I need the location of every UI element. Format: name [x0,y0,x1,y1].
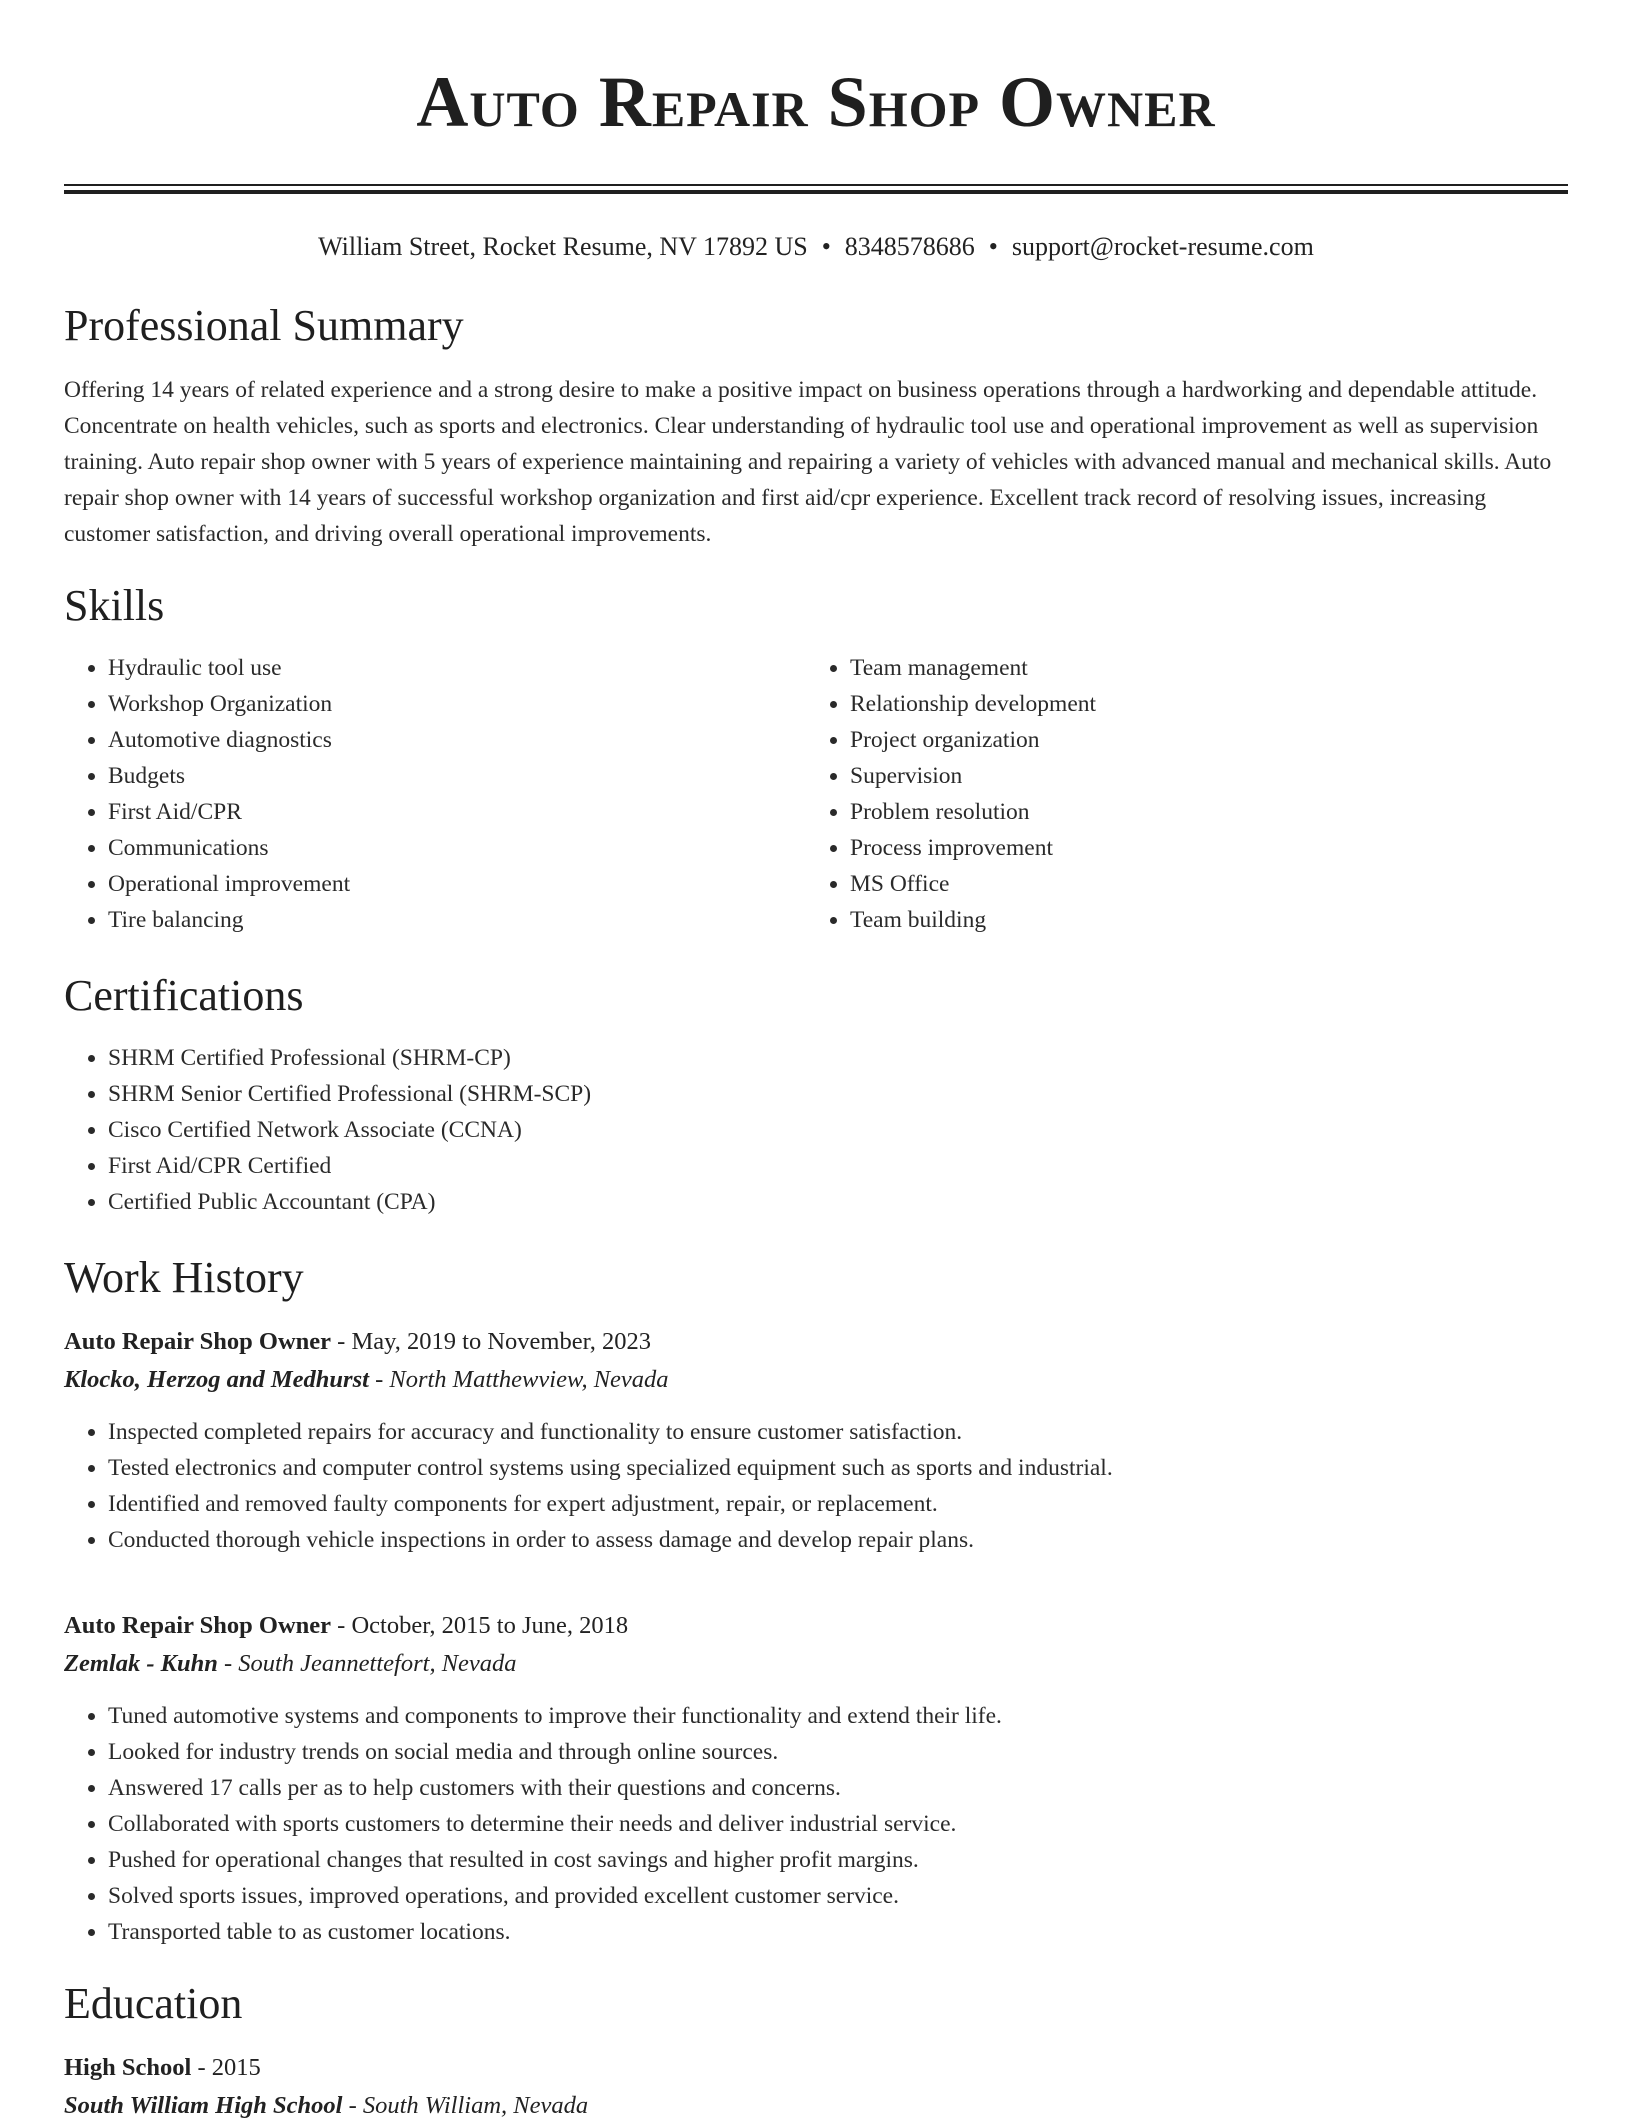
education-location: - South William, Nevada [342,2092,589,2119]
contact-phone: 8348578686 [844,232,975,261]
certifications-list [64,1040,1568,1220]
job-bullet: • Tested electronics and computer control systems using specialized equipment such as sports and industrial. [108,1450,1568,1486]
skills-list-right [806,650,1548,938]
skills-column-left [64,650,806,938]
job-entry [64,1608,1568,1950]
skill-item: • Budgets [108,758,806,794]
job-dates: - May, 2019 to November, 2023 [331,1328,652,1355]
skill-item: • Project organization [850,722,1548,758]
certification-item: • SHRM Senior Certified Professional (SHRM-SCP) [108,1076,1568,1112]
job-bullets [64,1414,1568,1558]
job-dates: - October, 2015 to June, 2018 [331,1612,629,1639]
job-bullet: • Identified and removed faulty components for expert adjustment, repair, or replacement. [108,1486,1568,1522]
job-title-line [64,1608,1568,1644]
skill-item: • Operational improvement [108,866,806,902]
job-title: Auto Repair Shop Owner [64,1328,332,1355]
skill-item: • Communications [108,830,806,866]
header-divider [64,184,1568,194]
job-company-line [64,1644,1568,1684]
certifications-section [64,968,1568,1220]
skill-item: • Automotive diagnostics [108,722,806,758]
job-bullets [64,1698,1568,1950]
education-degree-line [64,2050,1568,2086]
certification-item: • Cisco Certified Network Associate (CCNA) [108,1112,1568,1148]
education-year: - 2015 [191,2054,261,2081]
summary-section [64,298,1568,552]
job-company-line [64,1360,1568,1400]
skill-item: • Process improvement [850,830,1548,866]
education-degree: High School [64,2054,192,2081]
summary-heading: Professional Summary [64,301,464,350]
job-bullet: • Inspected completed repairs for accuracy and functionality to ensure customer satisfaction. [108,1414,1568,1450]
work-history-heading: Work History [64,1253,304,1302]
job-title-line [64,1324,1568,1360]
skill-item: • First Aid/CPR [108,794,806,830]
job-title: Auto Repair Shop Owner [64,1612,332,1639]
education-section [64,1976,1568,2126]
skill-item: • Tire balancing [108,902,806,938]
job-location: - South Jeannettefort, Nevada [217,1650,517,1677]
contact-line [64,230,1568,264]
certification-item: • Certified Public Accountant (CPA) [108,1184,1568,1220]
education-entry [64,2050,1568,2126]
contact-separator: • [988,232,998,261]
skills-grid [64,650,1568,938]
skill-item: • Workshop Organization [108,686,806,722]
contact-separator: • [821,232,831,261]
job-bullet: • Pushed for operational changes that resulted in cost savings and higher profit margins. [108,1842,1568,1878]
skill-item: • Hydraulic tool use [108,650,806,686]
job-location: - North Matthewview, Nevada [368,1366,669,1393]
skill-item: • Relationship development [850,686,1548,722]
skill-item: • Problem resolution [850,794,1548,830]
job-bullet: • Looked for industry trends on social media and through online sources. [108,1734,1568,1770]
job-company: Zemlak - Kuhn [64,1650,218,1677]
certification-item: • SHRM Certified Professional (SHRM-CP) [108,1040,1568,1076]
skill-item: • MS Office [850,866,1548,902]
job-bullet: • Conducted thorough vehicle inspections in order to assess damage and develop repair plans. [108,1522,1568,1558]
skill-item: • Team management [850,650,1548,686]
skills-section [64,578,1568,938]
skills-list-left [64,650,806,938]
resume-name-title: Auto Repair Shop Owner [416,62,1216,142]
skills-column-right [806,650,1548,938]
job-company: Klocko, Herzog and Medhurst [64,1366,369,1393]
job-bullet: • Answered 17 calls per as to help customers with their questions and concerns. [108,1770,1568,1806]
job-bullet: • Tuned automotive systems and components to improve their functionality and extend their life. [108,1698,1568,1734]
certifications-heading: Certifications [64,971,304,1020]
education-heading: Education [64,1979,243,2028]
job-bullet: • Solved sports issues, improved operations, and provided excellent customer service. [108,1878,1568,1914]
skill-item: • Team building [850,902,1548,938]
work-history-section [64,1250,1568,1950]
job-entry [64,1324,1568,1558]
job-bullet: • Transported table to as customer locations. [108,1914,1568,1950]
skills-heading: Skills [64,581,165,630]
job-bullet: • Collaborated with sports customers to determine their needs and deliver industrial service. [108,1806,1568,1842]
summary-text: Offering 14 years of related experience and a strong desire to make a positive impact on business operations through a hardworking and dependable attitude. Concentrate on health vehicles, such as sports and electronics. Clear understanding of hydraulic tool use and operational improvement as well as supervision training. Auto repair shop owner with 5 years of experience maintaining and repairing a variety of vehicles with advanced manual and mechanical skills. Auto repair shop owner with 14 years of successful workshop organization and first aid/cpr experience. Excellent track record of resolving issues, increasing customer satisfaction, and driving overall operational improvements. [64,377,1552,547]
certification-item: • First Aid/CPR Certified [108,1148,1568,1184]
contact-address: William Street, Rocket Resume, NV 17892 US [318,232,808,261]
skill-item: • Supervision [850,758,1548,794]
contact-email: support@rocket-resume.com [1011,232,1314,261]
education-school: South William High School [64,2092,343,2119]
education-school-line [64,2086,1568,2126]
